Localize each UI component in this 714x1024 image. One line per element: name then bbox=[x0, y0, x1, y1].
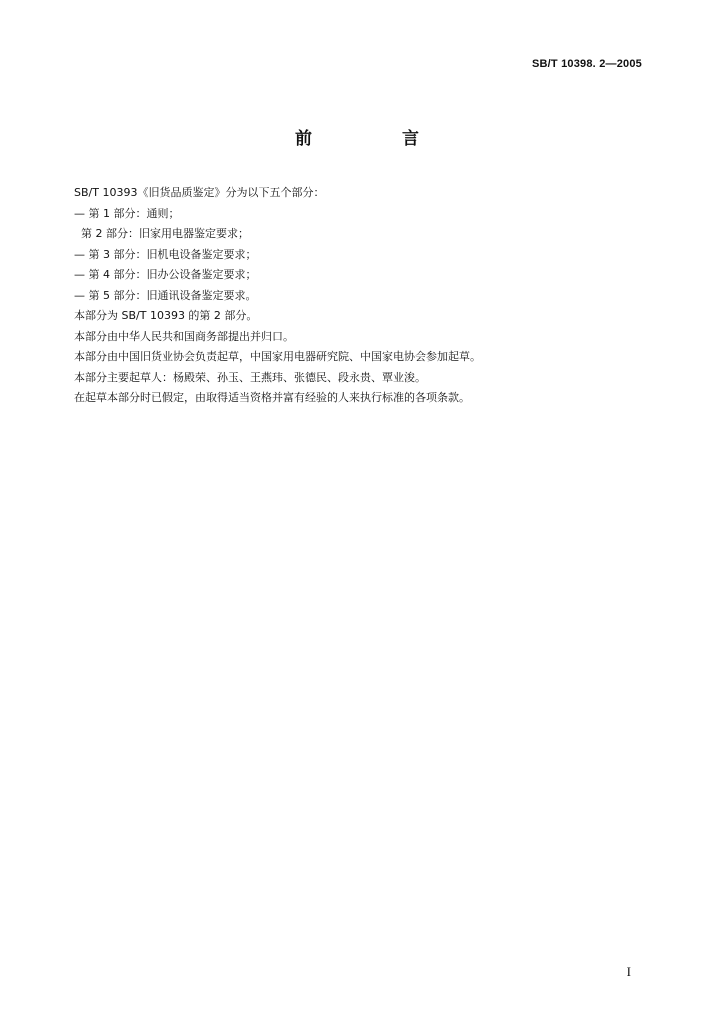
paragraph-line: SB/T 10393《旧货品质鉴定》分为以下五个部分： bbox=[74, 186, 325, 199]
paragraph-line: 在起草本部分时已假定，由取得适当资格并富有经验的人来执行标准的各项条款。 bbox=[74, 391, 470, 404]
paragraph-line: 本部分由中国旧货业协会负责起草，中国家用电器研究院、中国家电协会参加起草。 bbox=[74, 350, 481, 363]
document-code: SB/T 10398. 2—2005 bbox=[531, 58, 642, 70]
list-item: — 第 1 部分：通则； bbox=[74, 206, 180, 220]
list-item: — 第 5 部分：旧通讯设备鉴定要求。 bbox=[74, 288, 257, 302]
list-item: 第 2 部分：旧家用电器鉴定要求； bbox=[74, 227, 249, 240]
list-item: — 第 3 部分：旧机电设备鉴定要求； bbox=[74, 247, 257, 261]
paragraph-line: 本部分由中华人民共和国商务部提出并归口。 bbox=[74, 329, 294, 343]
page-number: I bbox=[626, 964, 631, 979]
paragraph-line: 本部分为 SB/T 10393 的第 2 部分。 bbox=[74, 309, 258, 322]
paragraph-line: 本部分主要起草人：杨殿荣、孙玉、王燕玮、张德民、段永贵、覃业浚。 bbox=[74, 370, 426, 384]
list-item: — 第 4 部分：旧办公设备鉴定要求； bbox=[74, 268, 257, 281]
body-text bbox=[74, 183, 644, 409]
page-title: 前 言 bbox=[295, 129, 461, 149]
